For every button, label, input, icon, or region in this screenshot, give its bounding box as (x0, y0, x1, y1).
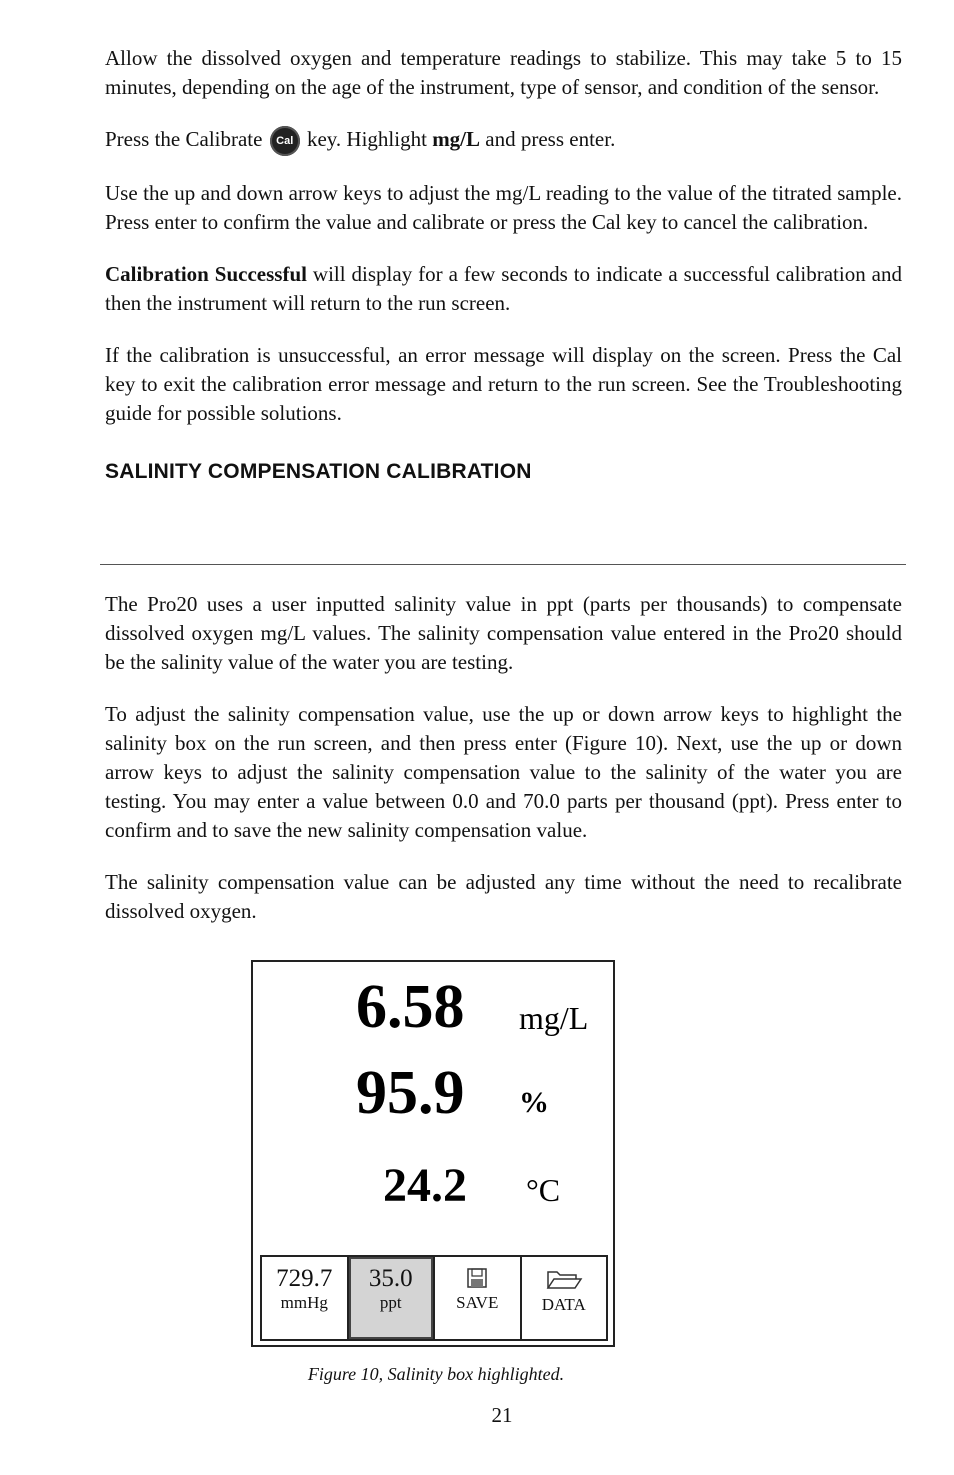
floppy-disk-icon (466, 1267, 488, 1289)
instrument-run-screen-figure (251, 960, 615, 1347)
page-number: 21 (491, 1403, 513, 1427)
paragraph-unsuccessful: If the calibration is unsuccessful, an error message will display on the screen. Press the Cal key to exit the calibration error message and return to the run screen. See the Troubleshooting guide for possible solutions. (105, 343, 902, 425)
text-press-enter: and press enter. (480, 127, 616, 151)
page-body-lower (105, 590, 902, 949)
do-mgl-unit: mg/L (519, 1000, 589, 1036)
paragraph-arrow-keys: Use the up and down arrow keys to adjust the mg/L reading to the value of the titrated sample. Press enter to confirm the value and calibrate or press the Cal key to cancel the calibration. (105, 181, 902, 234)
cal-key-icon: Cal (270, 126, 300, 156)
data-button[interactable] (522, 1257, 607, 1339)
text-mgl-bold: mg/L (432, 127, 481, 151)
salinity-box[interactable] (349, 1257, 436, 1339)
paragraph-pro20-salinity: The Pro20 uses a user inputted salinity value in ppt (parts per thousands) to compensate dissolved oxygen mg/L values. The salinity compensation value entered in the Pro20 should be the salinity value of the water you are testing. (105, 592, 902, 674)
do-percent-unit: % (519, 1086, 549, 1119)
temperature-reading: 24.2 (383, 1159, 467, 1212)
save-label: SAVE (456, 1293, 499, 1312)
folder-icon (545, 1267, 583, 1291)
text-press-calibrate: Press the Calibrate (105, 127, 263, 151)
paragraph-calibration-successful (105, 260, 902, 318)
save-button[interactable] (435, 1257, 522, 1339)
do-mgl-reading: 6.58 (356, 973, 465, 1041)
pressure-value: 729.7 (276, 1265, 333, 1292)
paragraph-press-calibrate (105, 125, 902, 156)
data-label: DATA (541, 1295, 586, 1314)
pressure-unit: mmHg (280, 1293, 328, 1312)
text-key-highlight: key. Highlight (301, 127, 433, 151)
temperature-unit: °C (526, 1172, 561, 1208)
section-divider (100, 564, 906, 565)
text-calibration-successful: Calibration Successful (105, 262, 307, 286)
paragraph-adjust-any-time: The salinity compensation value can be adjusted any time without the need to recalibrate dissolved oxygen. (105, 870, 902, 923)
figure-caption: Figure 10, Salinity box highlighted. (307, 1364, 565, 1384)
page-body (105, 44, 902, 487)
salinity-value: 35.0 (368, 1265, 413, 1292)
paragraph-adjust-salinity: To adjust the salinity compensation value, use the up or down arrow keys to highlight the salinity box on the run screen, and then press enter (Figure 10). Next, use the up or down arrow keys to adjust the salinity compensation value to the salinity of the water you are testing. You may enter a value between 0.0 and 70.0 parts per thousand (ppt). Press enter to confirm and to save the new salinity compensation value. (105, 702, 902, 842)
pressure-box[interactable] (262, 1257, 349, 1339)
run-screen-footer-bar (260, 1255, 608, 1341)
do-percent-reading: 95.9 (356, 1059, 465, 1127)
section-heading: SALINITY COMPENSATION CALIBRATION (105, 460, 532, 483)
paragraph-stabilize: Allow the dissolved oxygen and temperature readings to stabilize. This may take 5 to 15 minutes, depending on the age of the instrument, type of sensor, and condition of the sensor. (105, 46, 902, 99)
text-calibration-successful-rest: will display for a few seconds to indicate a successful calibration and then the instrument will return to the run screen. (105, 262, 902, 315)
salinity-unit: ppt (379, 1293, 402, 1312)
